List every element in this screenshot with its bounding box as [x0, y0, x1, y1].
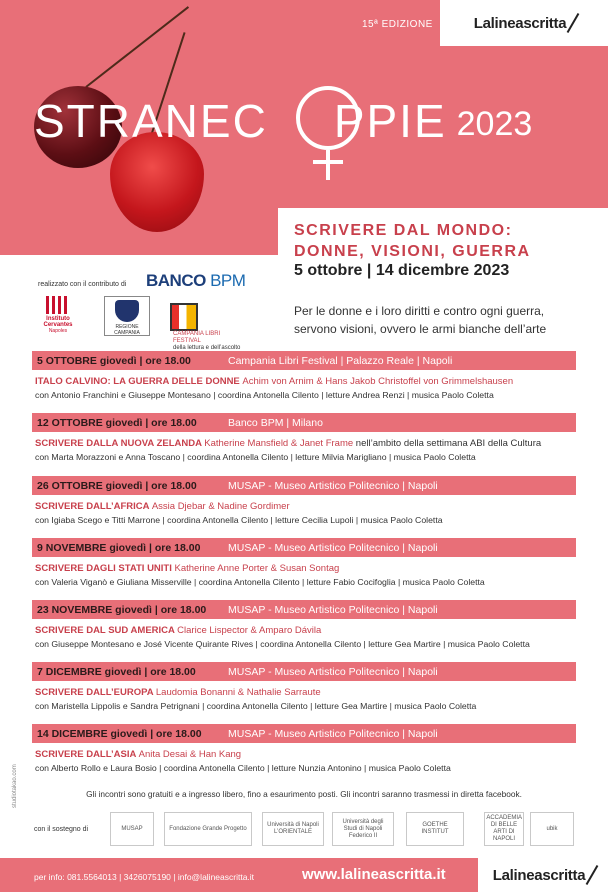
- event-place: MUSAP - Museo Artistico Politecnico | Napoli: [228, 603, 438, 616]
- footer-bar: [0, 858, 608, 892]
- logo-text: Lalineascritta: [473, 14, 567, 32]
- event-header-bar: [32, 662, 576, 681]
- event-header-bar: [32, 476, 576, 495]
- campania-libri-text: [173, 331, 246, 352]
- pen-icon: [586, 865, 599, 885]
- title-year: 2023: [456, 105, 533, 143]
- campania-libri-sub: della lettura e dell’ascolto: [173, 345, 241, 351]
- footer-logo[interactable]: [478, 858, 608, 892]
- regione-text: REGIONE CAMPANIA: [114, 324, 140, 336]
- instituto-cervantes-logo: [38, 296, 78, 336]
- event-place: MUSAP - Museo Artistico Politecnico | Napoli: [228, 479, 438, 492]
- event-credits: con Maristella Lippolis e Sandra Petrignani | coordina Antonella Cilento | letture Gea Martire | musica Paolo Coletta: [35, 701, 477, 711]
- event-header-bar: [32, 724, 576, 743]
- event-authors: Katherine Mansfield & Janet Frame: [204, 438, 354, 449]
- side-credit: studiotakao.com: [12, 764, 18, 808]
- event-item: [32, 724, 576, 773]
- event-credits: con Antonio Franchini e Giuseppe Montesano | coordina Antonella Cilento | letture Andrea Renzi | musica Paolo Coletta: [35, 390, 494, 400]
- subtitle-line-1: SCRIVERE DAL MONDO:: [294, 222, 513, 239]
- event-item: [32, 413, 576, 462]
- event-title: SCRIVERE DAGLI STATI UNITI: [35, 563, 172, 574]
- support-logo: GOETHE INSTITUT: [406, 812, 464, 846]
- tagline: [294, 302, 594, 338]
- support-logo: Università di Napoli L’ORIENTALE: [262, 812, 324, 846]
- banco-bpm-logo: [146, 271, 245, 291]
- event-header-bar: [32, 351, 576, 370]
- support-label: con il sostegno di: [34, 826, 89, 833]
- event-authors: Laudomia Bonanni & Nathalie Sarraute: [155, 687, 321, 698]
- event-date: 26 OTTOBRE giovedì | ore 18.00: [37, 479, 197, 492]
- event-title: SCRIVERE DAL SUD AMERICA: [35, 625, 175, 636]
- support-logo: MUSAP: [110, 812, 154, 846]
- cervantes-text: Instituto Cervantes: [43, 316, 73, 328]
- event-title-line: [32, 438, 576, 449]
- event-place: Campania Libri Festival | Palazzo Reale | Napoli: [228, 354, 453, 367]
- event-title: SCRIVERE DALL’ASIA: [35, 749, 136, 760]
- shield-icon: [115, 300, 139, 322]
- edition-label: 15ª EDIZIONE: [362, 19, 433, 30]
- venus-stem: [326, 150, 330, 180]
- venus-globe-icon: [296, 86, 360, 150]
- campania-libri-name: CAMPANIA LIBRI FESTIVAL: [173, 331, 221, 344]
- event-credits: con Marta Morazzoni e Anna Toscano | coordina Antonella Cilento | letture Milvia Marigliano | musica Paolo Coletta: [35, 452, 476, 462]
- event-credits: con Alberto Rollo e Laura Bosio | coordina Antonella Cilento | letture Nunzia Antonino | musica Paolo Coletta: [35, 763, 451, 773]
- campania-libri-icon: [170, 303, 198, 331]
- campania-libri-logo: [170, 303, 246, 351]
- event-item: [32, 476, 576, 525]
- event-place: MUSAP - Museo Artistico Politecnico | Napoli: [228, 727, 438, 740]
- event-title-line: [32, 625, 576, 636]
- event-title: SCRIVERE DALLA NUOVA ZELANDA: [35, 438, 202, 449]
- event-authors: Achim von Arnim & Hans Jakob Christoffel von Grimmelshausen: [242, 376, 514, 387]
- event-date: 14 DICEMBRE giovedì | ore 18.00: [37, 727, 202, 740]
- banco-text: BANCO: [146, 271, 206, 290]
- event-credits: con Igiaba Scego e Titti Marrone | coordina Antonella Cilento | letture Cecilia Lupoli | musica Paolo Coletta: [35, 515, 443, 525]
- event-date: 5 OTTOBRE giovedì | ore 18.00: [37, 354, 191, 367]
- event-item: [32, 600, 576, 649]
- footer-logo-text: Lalineascritta: [492, 866, 586, 884]
- tagline-line-1: Per le donne e i loro diritti e contro ogni guerra,: [294, 304, 545, 318]
- event-authors: Assia Djebar & Nadine Gordimer: [151, 501, 290, 512]
- event-item: [32, 351, 576, 400]
- cherry-stem: [85, 6, 189, 88]
- event-date: 9 NOVEMBRE giovedì | ore 18.00: [37, 541, 201, 554]
- event-date: 12 OTTOBRE giovedì | ore 18.00: [37, 416, 197, 429]
- festival-dates: 5 ottobre | 14 dicembre 2023: [294, 262, 510, 279]
- tagline-line-2: servono visioni, ovvero le armi bianche dell’arte: [294, 322, 547, 336]
- event-credits: con Giuseppe Montesano e José Vicente Quirante Rives | coordina Antonella Cilento | letture Gea Martire | musica Paolo Coletta: [35, 639, 530, 649]
- event-place: MUSAP - Museo Artistico Politecnico | Napoli: [228, 665, 438, 678]
- festival-title: [34, 96, 532, 146]
- contact-info: per info: 081.5564013 | 3426075190 | info@lalineascritta.it: [34, 872, 255, 882]
- event-date: 23 NOVEMBRE giovedì | ore 18.00: [37, 603, 207, 616]
- event-note: nell’ambito della settimana ABI della Cultura: [355, 438, 542, 449]
- support-logo: Università degli Studi di Napoli Federico II: [332, 812, 394, 846]
- cervantes-icon: [46, 296, 70, 314]
- subtitle-line-2: DONNE, VISIONI, GUERRA: [294, 243, 531, 260]
- event-title: SCRIVERE DALL’EUROPA: [35, 687, 154, 698]
- cervantes-city: Napoles: [48, 328, 68, 334]
- event-title-line: [32, 376, 576, 387]
- event-authors: Anita Desai & Han Kang: [138, 749, 242, 760]
- event-title-line: [32, 749, 576, 760]
- header-logo[interactable]: [440, 0, 608, 46]
- event-title: SCRIVERE DALL’AFRICA: [35, 501, 150, 512]
- pen-icon: [567, 13, 580, 33]
- event-header-bar: [32, 600, 576, 619]
- event-place: MUSAP - Museo Artistico Politecnico | Napoli: [228, 541, 438, 554]
- title-right: PPIE: [333, 95, 447, 147]
- event-place: Banco BPM | Milano: [228, 416, 323, 429]
- event-credits: con Valeria Viganò e Giuliana Misserville | coordina Antonella Cilento | letture Fabio Cocifoglia | musica Paolo Coletta: [35, 577, 485, 587]
- bpm-text: BPM: [210, 271, 246, 290]
- subtitle: [294, 220, 531, 262]
- event-header-bar: [32, 413, 576, 432]
- support-logo: ubik: [530, 812, 574, 846]
- event-title-line: [32, 563, 576, 574]
- title-left: STRANEC: [34, 95, 268, 147]
- website-link[interactable]: www.lalineascritta.it: [302, 866, 446, 883]
- support-logo: Fondazione Grande Progetto: [164, 812, 252, 846]
- event-date: 7 DICEMBRE giovedì | ore 18.00: [37, 665, 196, 678]
- footnote: Gli incontri sono gratuiti e a ingresso libero, fino a esaurimento posti. Gli incontri saranno trasmessi in diretta facebook.: [86, 789, 522, 799]
- venus-bar: [313, 160, 343, 164]
- event-title-line: [32, 687, 576, 698]
- sponsor-label: realizzato con il contributo di: [38, 281, 127, 288]
- regione-campania-logo: [104, 296, 150, 336]
- event-title: ITALO CALVINO: LA GUERRA DELLE DONNE: [35, 376, 240, 387]
- event-title-line: [32, 501, 576, 512]
- strawberry-image: [110, 132, 204, 232]
- support-logo: ACCADEMIA DI BELLE ARTI DI NAPOLI: [484, 812, 524, 846]
- event-item: [32, 538, 576, 587]
- event-item: [32, 662, 576, 711]
- event-authors: Clarice Lispector & Amparo Dávila: [177, 625, 322, 636]
- event-authors: Katherine Anne Porter & Susan Sontag: [174, 563, 340, 574]
- event-header-bar: [32, 538, 576, 557]
